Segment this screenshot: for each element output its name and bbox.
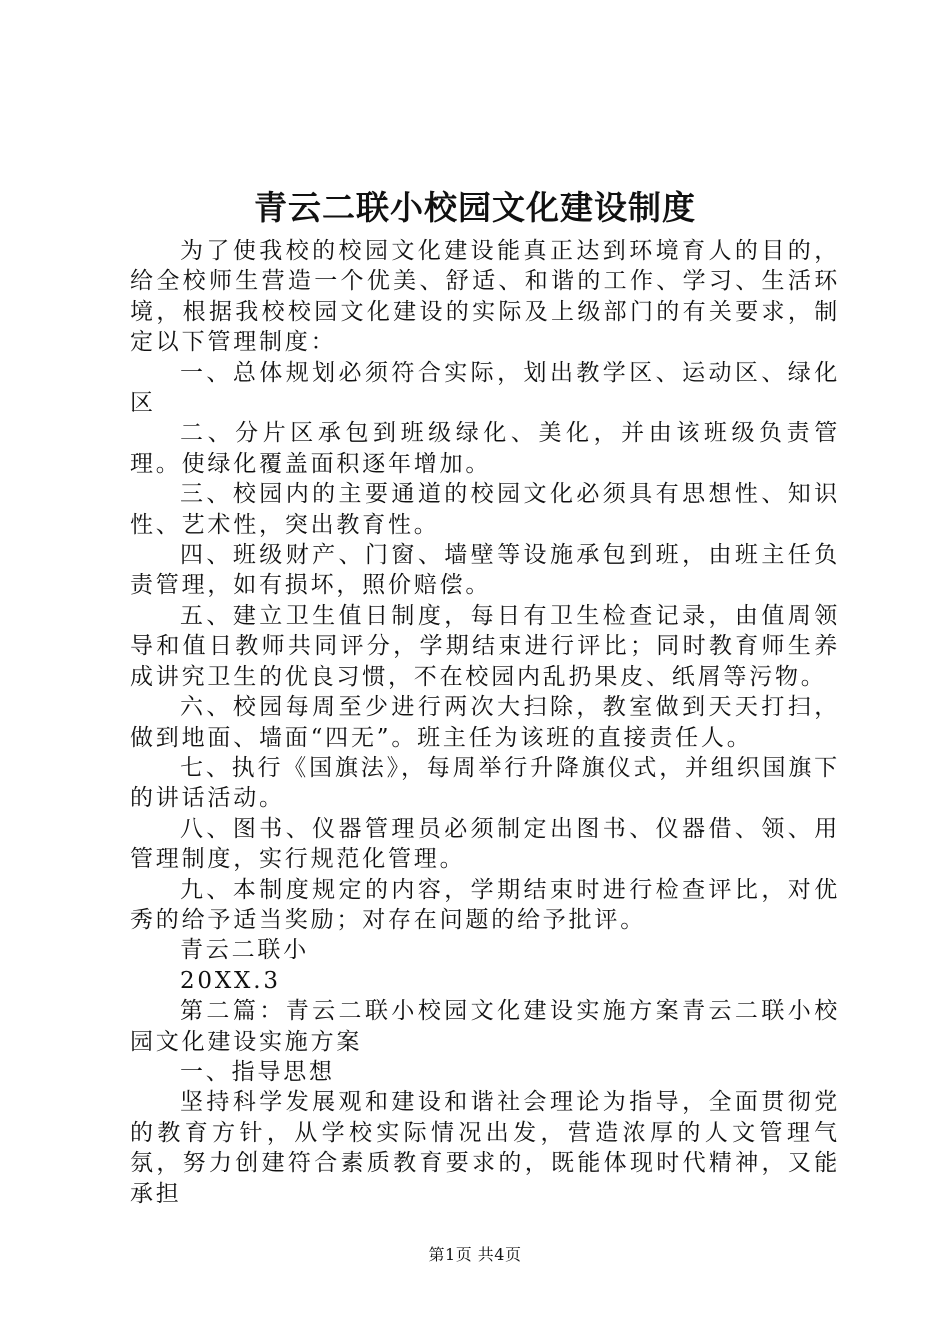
paragraph-item-1: 一、总体规划必须符合实际，划出教学区、运动区、绿化区 <box>130 359 840 417</box>
signature-school: 青云二联小 <box>180 937 309 964</box>
paragraph-part-two-heading: 第二篇：青云二联小校园文化建设实施方案青云二联小校园文化建设实施方案 <box>130 998 840 1055</box>
paragraph-item-8: 八、图书、仪器管理员必须制定出图书、仪器借、领、用管理制度，实行规范化管理。 <box>130 815 840 873</box>
paragraph-item-6: 六、校园每周至少进行两次大扫除，教室做到天天打扫，做到地面、墙面“四无”。班主任为该班的直接责任人。 <box>130 694 840 751</box>
paragraph-guiding-heading: 一、指导思想 <box>180 1058 335 1085</box>
paragraph-item-4: 四、班级财产、门窗、墙壁等设施承包到班，由班主任负责管理，如有损坏，照价赔偿。 <box>130 542 840 599</box>
paragraph-intro: 为了使我校的校园文化建设能真正达到环境育人的目的，给全校师生营造一个优美、舒适、和谐的工作、学习、生活环境，根据我校校园文化建设的实际及上级部门的有关要求，制定以下管理制度： <box>130 238 840 356</box>
paragraph-item-3: 三、校园内的主要通道的校园文化必须具有思想性、知识性、艺术性，突出教育性。 <box>130 481 840 538</box>
paragraph-item-7: 七、执行《国旗法》，每周举行升降旗仪式，并组织国旗下的讲话活动。 <box>130 754 840 812</box>
document-title: 青云二联小校园文化建设制度 <box>254 188 696 227</box>
paragraph-item-2: 二、分片区承包到班级绿化、美化，并由该班级负责管理。使绿化覆盖面积逐年增加。 <box>130 420 840 477</box>
signature-date: 20XX.3 <box>180 967 281 994</box>
paragraph-item-5: 五、建立卫生值日制度，每日有卫生检查记录，由值周领导和值日教师共同评分，学期结束进行评比；同时教育师生养成讲究卫生的优良习惯，不在校园内乱扔果皮、纸屑等污物。 <box>130 602 840 690</box>
page-number-footer: 第1页 共4页 <box>428 1245 522 1264</box>
paragraph-guiding-text: 坚持科学发展观和建设和谐社会理论为指导，全面贯彻党的教育方针，从学校实际情况出发，营造浓厚的人文管理气氛，努力创建符合素质教育要求的，既能体现时代精神，又能承担 <box>130 1089 840 1207</box>
document-body <box>130 236 840 1209</box>
paragraph-item-9: 九、本制度规定的内容，学期结束时进行检查评比，对优秀的给予适当奖励；对存在问题的给予批评。 <box>130 876 840 933</box>
